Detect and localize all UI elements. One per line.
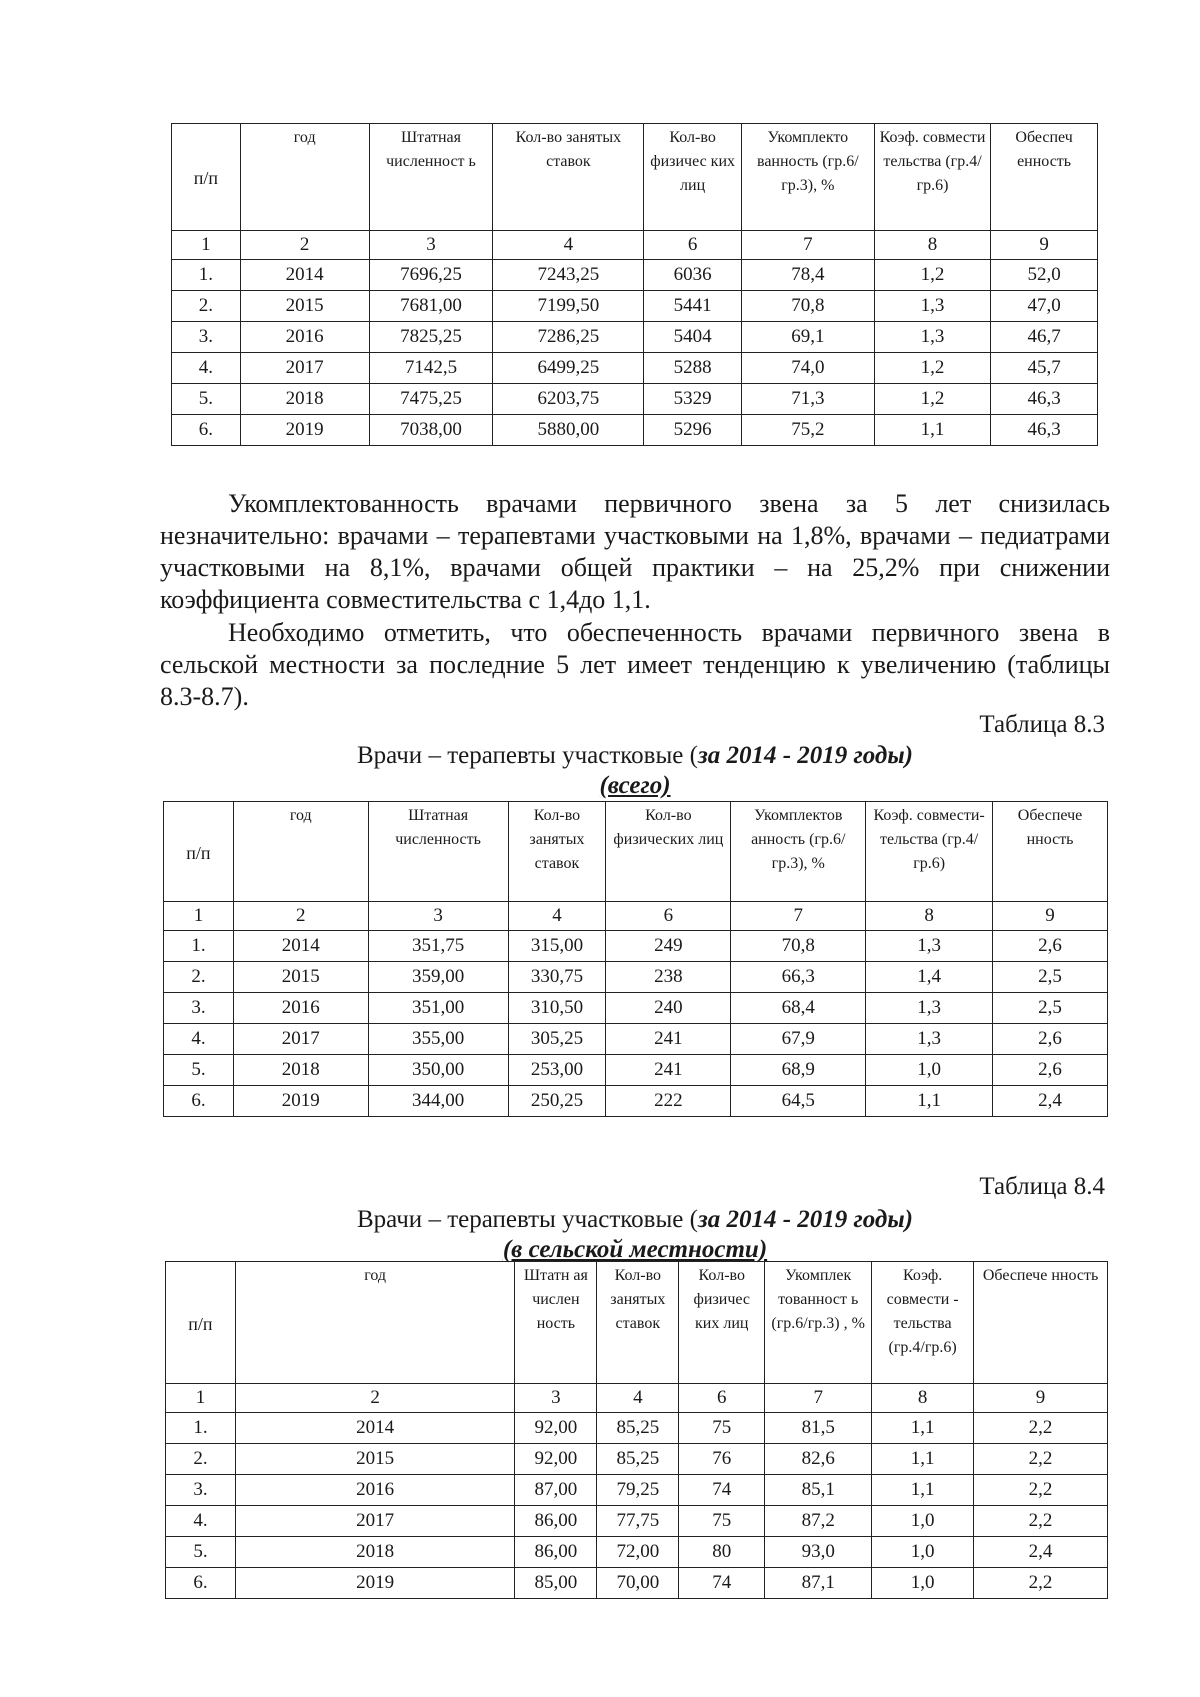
table-cell: 7243,25 <box>493 260 644 291</box>
table-cell: 2016 <box>233 993 368 1024</box>
table-cell: 2017 <box>233 1024 368 1055</box>
header-cell: Укомплектов анность (гр.6/гр.3), % <box>731 802 866 902</box>
table-cell: 4. <box>164 1024 234 1055</box>
table-cell: 355,00 <box>368 1024 508 1055</box>
column-number-row <box>172 231 1098 260</box>
table-cell: 7199,50 <box>493 291 644 322</box>
table-cell: 46,3 <box>991 384 1098 415</box>
column-number: 1 <box>172 231 241 260</box>
table-cell: 5329 <box>644 384 741 415</box>
table-cell: 1,1 <box>872 1444 974 1475</box>
table-cell: 45,7 <box>991 353 1098 384</box>
table-cell: 6499,25 <box>493 353 644 384</box>
table-caption <box>160 741 1110 801</box>
table-label: Таблица 8.3 <box>979 711 1105 738</box>
table-cell: 87,2 <box>765 1506 872 1537</box>
table-cell: 1,2 <box>874 384 990 415</box>
header-cell: Штатная численность <box>368 802 508 902</box>
table-cell: 350,00 <box>368 1055 508 1086</box>
table-row <box>172 322 1098 353</box>
header-cell: п/п <box>166 1262 236 1384</box>
table-cell: 241 <box>606 1055 731 1086</box>
table-row <box>166 1413 1108 1444</box>
table-cell: 2,6 <box>993 1024 1108 1055</box>
table-cell: 305,25 <box>508 1024 606 1055</box>
table-cell: 344,00 <box>368 1086 508 1117</box>
column-number: 4 <box>493 231 644 260</box>
table-cell: 2019 <box>240 415 369 446</box>
table-row <box>164 1055 1108 1086</box>
header-cell: Кол-во физичес ких лиц <box>679 1262 765 1384</box>
column-number: 1 <box>166 1384 236 1413</box>
table-cell: 75,2 <box>741 415 874 446</box>
table-caption <box>160 1205 1110 1265</box>
table-cell: 5404 <box>644 322 741 353</box>
column-number: 6 <box>644 231 741 260</box>
table-cell: 7681,00 <box>369 291 493 322</box>
table-cell: 46,7 <box>991 322 1098 353</box>
column-number: 9 <box>974 1384 1108 1413</box>
column-number: 1 <box>164 902 234 931</box>
table-cell: 1,0 <box>872 1506 974 1537</box>
column-number: 3 <box>368 902 508 931</box>
table-row <box>172 415 1098 446</box>
table-cell: 2019 <box>233 1086 368 1117</box>
table-cell: 69,1 <box>741 322 874 353</box>
table-cell: 66,3 <box>731 962 866 993</box>
table-cell: 330,75 <box>508 962 606 993</box>
column-number: 2 <box>240 231 369 260</box>
table-cell: 75 <box>679 1413 765 1444</box>
table-cell: 92,00 <box>515 1413 597 1444</box>
table-therapists-rural <box>165 1261 1108 1599</box>
header-cell: Коэф. совмести тельства (гр.4/гр.6) <box>874 124 990 231</box>
table-cell: 2. <box>172 291 241 322</box>
table-cell: 1,3 <box>866 931 993 962</box>
table-cell: 2,6 <box>993 1055 1108 1086</box>
table-cell: 52,0 <box>991 260 1098 291</box>
column-number-row <box>164 902 1108 931</box>
table-cell: 5296 <box>644 415 741 446</box>
table-cell: 74,0 <box>741 353 874 384</box>
table-cell: 2017 <box>240 353 369 384</box>
table-cell: 85,25 <box>597 1444 679 1475</box>
column-number: 6 <box>606 902 731 931</box>
table-cell: 74 <box>679 1475 765 1506</box>
table-cell: 2015 <box>235 1444 515 1475</box>
table-cell: 310,50 <box>508 993 606 1024</box>
table-cell: 85,00 <box>515 1568 597 1599</box>
table-cell: 2016 <box>240 322 369 353</box>
table-subtitle: (в сельской местности) <box>502 1236 768 1263</box>
table-cell: 6. <box>172 415 241 446</box>
table-cell: 2014 <box>233 931 368 962</box>
table-cell: 2,2 <box>974 1475 1108 1506</box>
table-cell: 93,0 <box>765 1537 872 1568</box>
header-cell: Кол-во занятых ставок <box>508 802 606 902</box>
table-row <box>164 1024 1108 1055</box>
header-cell: Обеспече нность <box>974 1262 1108 1384</box>
table-cell: 2,2 <box>974 1506 1108 1537</box>
table-cell: 1. <box>164 931 234 962</box>
table-cell: 1,0 <box>866 1055 993 1086</box>
table-cell: 70,8 <box>731 931 866 962</box>
table-cell: 1,1 <box>872 1475 974 1506</box>
table-cell: 1,0 <box>872 1537 974 1568</box>
table-cell: 64,5 <box>731 1086 866 1117</box>
table-cell: 6036 <box>644 260 741 291</box>
table-row <box>172 291 1098 322</box>
table-cell: 7038,00 <box>369 415 493 446</box>
header-cell: Кол-во занятых ставок <box>597 1262 679 1384</box>
column-number: 7 <box>765 1384 872 1413</box>
table-cell: 68,4 <box>731 993 866 1024</box>
table-cell: 82,6 <box>765 1444 872 1475</box>
header-cell: год <box>240 124 369 231</box>
column-number: 9 <box>991 231 1098 260</box>
table-cell: 2017 <box>235 1506 515 1537</box>
table-cell: 85,1 <box>765 1475 872 1506</box>
table-cell: 71,3 <box>741 384 874 415</box>
table-cell: 87,1 <box>765 1568 872 1599</box>
table-cell: 222 <box>606 1086 731 1117</box>
header-cell: Коэф. совмести - тельства (гр.4/гр.6) <box>872 1262 974 1384</box>
table-cell: 7696,25 <box>369 260 493 291</box>
table-cell: 2,4 <box>974 1537 1108 1568</box>
table-cell: 359,00 <box>368 962 508 993</box>
table-cell: 1. <box>172 260 241 291</box>
table-row <box>166 1568 1108 1599</box>
header-cell: Кол-во физичес ких лиц <box>644 124 741 231</box>
table-cell: 2015 <box>240 291 369 322</box>
table-cell: 2018 <box>240 384 369 415</box>
table-cell: 240 <box>606 993 731 1024</box>
table-cell: 2019 <box>235 1568 515 1599</box>
table-cell: 241 <box>606 1024 731 1055</box>
column-number: 8 <box>874 231 990 260</box>
column-number: 6 <box>679 1384 765 1413</box>
table-cell: 6. <box>166 1568 236 1599</box>
table-cell: 2. <box>166 1444 236 1475</box>
table-cell: 6. <box>164 1086 234 1117</box>
table-cell: 238 <box>606 962 731 993</box>
table-row <box>166 1444 1108 1475</box>
table-cell: 7825,25 <box>369 322 493 353</box>
table-cell: 2,2 <box>974 1444 1108 1475</box>
table-cell: 70,00 <box>597 1568 679 1599</box>
table-cell: 5880,00 <box>493 415 644 446</box>
column-number: 4 <box>597 1384 679 1413</box>
header-cell: Кол-во занятых ставок <box>493 124 644 231</box>
table-cell: 92,00 <box>515 1444 597 1475</box>
table-cell: 2018 <box>235 1537 515 1568</box>
table-cell: 74 <box>679 1568 765 1599</box>
table-therapists-total <box>163 801 1108 1117</box>
paragraph-rural-trend: Необходимо отметить, что обеспеченность врачами первичного звена в сельской местности за последние 5 лет имеет тенденцию к увеличению (таблицы 8.3-8.7). <box>160 618 1110 711</box>
table-row <box>172 384 1098 415</box>
table-staffing-overall <box>171 123 1098 446</box>
column-number: 8 <box>866 902 993 931</box>
table-cell: 67,9 <box>731 1024 866 1055</box>
column-number: 4 <box>508 902 606 931</box>
table-cell: 253,00 <box>508 1055 606 1086</box>
table-header-row <box>172 124 1098 231</box>
table-cell: 2015 <box>233 962 368 993</box>
table-cell: 2014 <box>235 1413 515 1444</box>
column-number: 7 <box>731 902 866 931</box>
table-cell: 1,1 <box>872 1413 974 1444</box>
table-cell: 5. <box>172 384 241 415</box>
table-cell: 77,75 <box>597 1506 679 1537</box>
table-row <box>164 993 1108 1024</box>
table-cell: 1,1 <box>874 415 990 446</box>
table-cell: 1,4 <box>866 962 993 993</box>
table-cell: 4. <box>172 353 241 384</box>
table-cell: 75 <box>679 1506 765 1537</box>
table-row <box>166 1506 1108 1537</box>
header-cell: Обеспеч енность <box>991 124 1098 231</box>
table-cell: 70,8 <box>741 291 874 322</box>
column-number: 2 <box>235 1384 515 1413</box>
column-number: 8 <box>872 1384 974 1413</box>
table-cell: 2. <box>164 962 234 993</box>
table-cell: 86,00 <box>515 1537 597 1568</box>
table-cell: 7286,25 <box>493 322 644 353</box>
table-cell: 1,1 <box>866 1086 993 1117</box>
table-cell: 5441 <box>644 291 741 322</box>
table-cell: 3. <box>172 322 241 353</box>
table-cell: 85,25 <box>597 1413 679 1444</box>
table-header-row <box>164 802 1108 902</box>
column-number: 3 <box>515 1384 597 1413</box>
table-cell: 2,2 <box>974 1568 1108 1599</box>
table-cell: 80 <box>679 1537 765 1568</box>
table-cell: 3. <box>164 993 234 1024</box>
header-cell: год <box>235 1262 515 1384</box>
table-cell: 2,4 <box>993 1086 1108 1117</box>
column-number: 9 <box>993 902 1108 931</box>
table-cell: 250,25 <box>508 1086 606 1117</box>
header-cell: Кол-во физических лиц <box>606 802 731 902</box>
table-cell: 5288 <box>644 353 741 384</box>
header-cell: Обеспече нность <box>993 802 1108 902</box>
table-cell: 46,3 <box>991 415 1098 446</box>
header-cell: п/п <box>164 802 234 902</box>
header-cell: Коэф. совмести- тельства (гр.4/гр.6) <box>866 802 993 902</box>
table-cell: 2,5 <box>993 962 1108 993</box>
header-cell: Штатн ая числен ность <box>515 1262 597 1384</box>
table-cell: 2016 <box>235 1475 515 1506</box>
table-subtitle: (всего) <box>599 772 671 799</box>
table-cell: 1,3 <box>874 322 990 353</box>
table-title: Врачи – терапевты участковые (за 2014 - 2019 годы) <box>356 1206 914 1233</box>
column-number-row <box>166 1384 1108 1413</box>
table-cell: 81,5 <box>765 1413 872 1444</box>
table-row <box>164 962 1108 993</box>
table-cell: 5. <box>166 1537 236 1568</box>
header-cell: Укомплек тованност ь (гр.6/гр.3) , % <box>765 1262 872 1384</box>
table-title: Врачи – терапевты участковые (за 2014 - 2019 годы) <box>356 742 914 769</box>
table-cell: 315,00 <box>508 931 606 962</box>
column-number: 2 <box>233 902 368 931</box>
header-cell: Укомплекто ванность (гр.6/гр.3), % <box>741 124 874 231</box>
table-cell: 4. <box>166 1506 236 1537</box>
table-cell: 351,75 <box>368 931 508 962</box>
table-cell: 78,4 <box>741 260 874 291</box>
table-row <box>164 931 1108 962</box>
table-cell: 249 <box>606 931 731 962</box>
table-cell: 1,3 <box>866 993 993 1024</box>
table-cell: 5. <box>164 1055 234 1086</box>
table-cell: 1,0 <box>872 1568 974 1599</box>
table-cell: 72,00 <box>597 1537 679 1568</box>
table-cell: 7475,25 <box>369 384 493 415</box>
table-cell: 2,5 <box>993 993 1108 1024</box>
table-cell: 1. <box>166 1413 236 1444</box>
table-cell: 3. <box>166 1475 236 1506</box>
header-cell: год <box>233 802 368 902</box>
table-cell: 2,6 <box>993 931 1108 962</box>
table-cell: 6203,75 <box>493 384 644 415</box>
table-row <box>164 1086 1108 1117</box>
table-header-row <box>166 1262 1108 1384</box>
table-cell: 2014 <box>240 260 369 291</box>
table-row <box>166 1537 1108 1568</box>
table-cell: 2,2 <box>974 1413 1108 1444</box>
table-cell: 86,00 <box>515 1506 597 1537</box>
column-number: 3 <box>369 231 493 260</box>
table-cell: 351,00 <box>368 993 508 1024</box>
header-cell: Штатная численност ь <box>369 124 493 231</box>
table-row <box>166 1475 1108 1506</box>
table-cell: 2018 <box>233 1055 368 1086</box>
table-cell: 1,3 <box>866 1024 993 1055</box>
paragraph-staffing: Укомплектованность врачами первичного звена за 5 лет снизилась незначительно: врачами – терапевтами участковыми на 1,8%, врачами – педиатрами участковыми на 8,1%, врачами общей практики – на 25,2% при снижении коэффициента совместительства с 1,4до 1,1. <box>160 489 1110 614</box>
table-cell: 1,3 <box>874 291 990 322</box>
column-number: 7 <box>741 231 874 260</box>
table-cell: 1,2 <box>874 353 990 384</box>
table-row <box>172 260 1098 291</box>
table-cell: 7142,5 <box>369 353 493 384</box>
table-cell: 87,00 <box>515 1475 597 1506</box>
table-cell: 79,25 <box>597 1475 679 1506</box>
table-row <box>172 353 1098 384</box>
table-label: Таблица 8.4 <box>979 1173 1105 1200</box>
table-cell: 68,9 <box>731 1055 866 1086</box>
header-cell: п/п <box>172 124 241 231</box>
table-cell: 47,0 <box>991 291 1098 322</box>
table-cell: 1,2 <box>874 260 990 291</box>
table-cell: 76 <box>679 1444 765 1475</box>
